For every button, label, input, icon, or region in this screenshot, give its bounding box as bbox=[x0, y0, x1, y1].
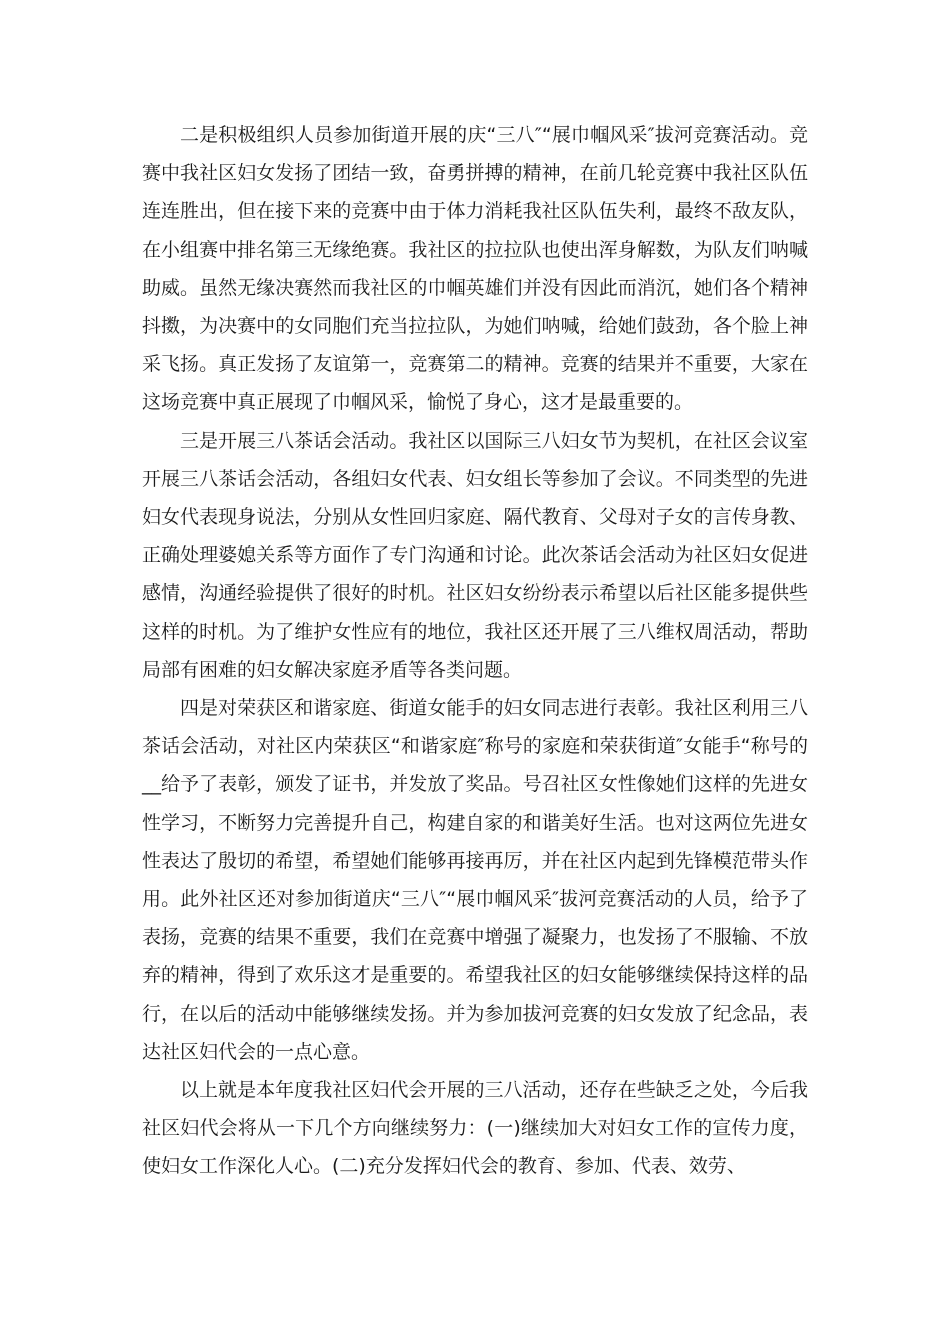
paragraph-conclusion: 以上就是本年度我社区妇代会开展的三八活动，还存在些缺乏之处，今后我社区妇代会将从一下几个方向继续努力：(一)继续加大对妇女工作的宣传力度，使妇女工作深化人心。(二)充分发挥妇代会的教育、参加、代表、效劳、 bbox=[142, 1079, 808, 1178]
paragraph-tug-of-war: 二是积极组织人员参加街道开展的庆“三八″“展巾帼风采″拔河竞赛活动。竞赛中我社区妇女发扬了团结一致，奋勇拼搏的精神，在前几轮竞赛中我社区队伍连连胜出，但在接下来的竞赛中由于体力消耗我社区队伍失利，最终不敌友队，在小组赛中排名第三无缘绝赛。我社区的拉拉队也使出浑身解数，为队友们呐喊助威。虽然无缘决赛然而我社区的巾帼英雄们并没有因此而消沉，她们各个精神抖擞，为决赛中的女同胞们充当拉拉队，为她们呐喊，给她们鼓劲，各个脸上神采飞扬。真正发扬了友谊第一，竞赛第二的精神。竞赛的结果并不重要，大家在这场竞赛中真正展现了巾帼风采，愉悦了身心，这才是最重要的。 bbox=[142, 124, 808, 414]
paragraph-commendation: 四是对荣获区和谐家庭、街道女能手的妇女同志进行表彰。我社区利用三八茶话会活动，对社区内荣获区“和谐家庭″称号的家庭和荣获街道″女能手“称号的__给予了表彰，颁发了证书，并发放了奖品。号召社区女性像她们这样的先进女性学习，不断努力完善提升自己，构建自家的和谐美好生活。也对这两位先进女性表达了殷切的希望，希望她们能够再接再厉，并在社区内起到先锋模范带头作用。此外社区还对参加街道庆“三八″“展巾帼风采″拔河竞赛活动的人员，给予了表扬，竞赛的结果不重要，我们在竞赛中增强了凝聚力，也发扬了不服输、不放弃的精神，得到了欢乐这才是重要的。希望我社区的妇女能够继续保持这样的品行，在以后的活动中能够继续发扬。并为参加拔河竞赛的妇女发放了纪念品，表达社区妇代会的一点心意。 bbox=[142, 697, 808, 1063]
document-body bbox=[142, 116, 808, 1186]
paragraph-tea-party: 三是开展三八茶话会活动。我社区以国际三八妇女节为契机，在社区会议室开展三八茶话会活动，各组妇女代表、妇女组长等参加了会议。不同类型的先进妇女代表现身说法，分别从女性回归家庭、隔代教育、父母对子女的言传身教、正确处理婆媳关系等方面作了专门沟通和讨论。此次茶话会活动为社区妇女促进感情，沟通经验提供了很好的时机。社区妇女纷纷表示希望以后社区能多提供些这样的时机。为了维护女性应有的地位，我社区还开展了三八维权周活动，帮助局部有困难的妇女解决家庭矛盾等各类问题。 bbox=[142, 429, 808, 681]
